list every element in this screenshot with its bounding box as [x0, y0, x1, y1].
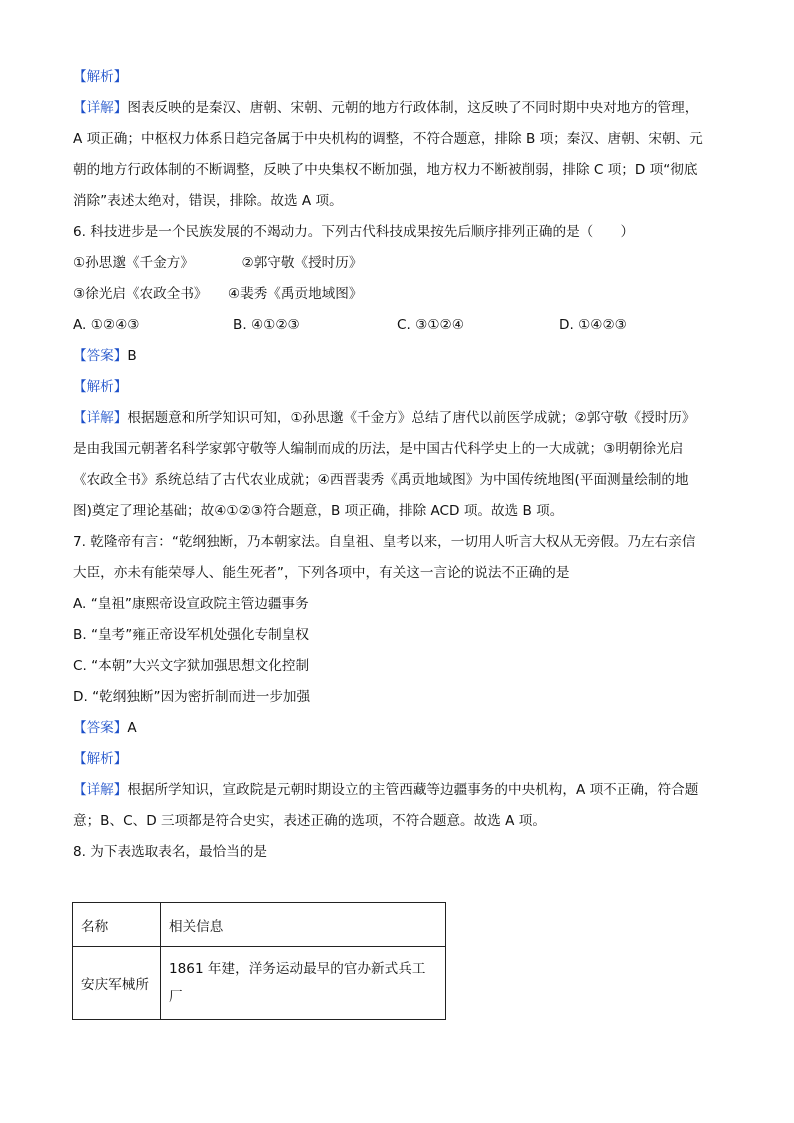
line-text: A 项正确；中枢权力体系日趋完备属于中央机构的调整，不符合题意，排除 B 项；秦汉、唐朝、宋朝、元: [73, 131, 703, 147]
answer-option: A. ①②④③: [73, 317, 140, 333]
text-line: [73, 434, 723, 465]
line-text: D. “乾纲独断”因为密折制而进一步加强: [73, 689, 311, 705]
text-line: [73, 341, 723, 372]
line-text: 8. 为下表选取表名，最恰当的是: [73, 844, 268, 860]
section-tag: 【答案】: [73, 348, 128, 364]
table-header-row: [73, 903, 446, 947]
answer-option: C. ③①②④: [397, 317, 464, 333]
line-text: B: [127, 348, 137, 364]
table-header-info: 相关信息: [161, 903, 446, 947]
line-text: A: [127, 720, 137, 736]
line-text: 图表反映的是秦汉、唐朝、宋朝、元朝的地方行政体制，这反映了不同时期中央对地方的管理，: [127, 100, 699, 116]
section-tag: 【解析】: [73, 379, 128, 395]
text-line: [73, 93, 723, 124]
table-cell-name: 安庆军械所: [73, 947, 161, 1020]
info-table: [72, 902, 446, 1020]
document-body: [73, 62, 723, 868]
line-text: ①孙思邈《千金方》 ②郭守敬《授时历》: [73, 255, 363, 271]
answer-option: D. ①④②③: [559, 317, 627, 333]
section-tag: 【详解】: [73, 782, 128, 798]
line-text: 6. 科技进步是一个民族发展的不竭动力。下列古代科技成果按先后顺序排列正确的是（ ）: [73, 224, 635, 240]
text-line: [73, 217, 723, 248]
line-text: 消除”表述太绝对，错误，排除。故选 A 项。: [73, 193, 343, 209]
text-line: [73, 465, 723, 496]
text-line: [73, 744, 723, 775]
line-text: 7. 乾隆帝有言：“乾纲独断，乃本朝家法。自皇祖、皇考以来，一切用人听言大权从无旁假。乃左右亲信: [73, 534, 696, 550]
text-line: [73, 775, 723, 806]
text-line: [73, 155, 723, 186]
line-text: A. “皇祖”康熙帝设宣政院主管边疆事务: [73, 596, 309, 612]
text-line: [73, 837, 723, 868]
text-line: [73, 651, 723, 682]
line-text: 《农政全书》系统总结了古代农业成就；④西晋裴秀《禹贡地域图》为中国传统地图(平面测量绘制的地: [73, 472, 689, 488]
line-text: 根据所学知识，宣政院是元朝时期设立的主管西藏等边疆事务的中央机构，A 项不正确，符合题: [127, 782, 699, 798]
line-text: ③徐光启《农政全书》 ④裴秀《禹贡地域图》: [73, 286, 363, 302]
line-text: 意；B、C、D 三项都是符合史实，表述正确的选项，不符合题意。故选 A 项。: [73, 813, 546, 829]
table-row: [73, 947, 446, 1020]
text-line: [73, 558, 723, 589]
text-line: [73, 527, 723, 558]
text-line: [73, 403, 723, 434]
section-tag: 【解析】: [73, 751, 128, 767]
answer-option: B. ④①②③: [233, 317, 300, 333]
text-line: [73, 62, 723, 93]
section-tag: 【详解】: [73, 100, 128, 116]
table-cell-info-line: 1861 年建，洋务运动最早的官办新式兵工: [169, 961, 426, 977]
text-line: [73, 806, 723, 837]
section-tag: 【解析】: [73, 69, 128, 85]
text-line: [73, 186, 723, 217]
line-text: B. “皇考”雍正帝设军机处强化专制皇权: [73, 627, 309, 643]
text-line: [73, 124, 723, 155]
table-cell-info-line: 厂: [169, 989, 183, 1005]
text-line: [73, 589, 723, 620]
line-text: 根据题意和所学知识可知，①孙思邈《千金方》总结了唐代以前医学成就；②郭守敬《授时历》: [127, 410, 696, 426]
text-line: [73, 496, 723, 527]
text-line: [73, 248, 723, 279]
line-text: 朝的地方行政体制的不断调整，反映了中央集权不断加强，地方权力不断被削弱，排除 C 项；D 项“彻底: [73, 162, 698, 178]
line-text: C. “本朝”大兴文字狱加强思想文化控制: [73, 658, 310, 674]
section-tag: 【详解】: [73, 410, 128, 426]
text-line: [73, 713, 723, 744]
text-line: [73, 620, 723, 651]
section-tag: 【答案】: [73, 720, 128, 736]
line-text: 是由我国元朝著名科学家郭守敬等人编制而成的历法，是中国古代科学史上的一大成就；③明朝徐光启: [73, 441, 684, 457]
text-line: [73, 372, 723, 403]
text-line: [73, 279, 723, 310]
answer-options: [73, 310, 723, 341]
table-header-name: 名称: [73, 903, 161, 947]
text-line: [73, 682, 723, 713]
line-text: 图)奠定了理论基础；故④①②③符合题意，B 项正确，排除 ACD 项。故选 B 项。: [73, 503, 564, 519]
line-text: 大臣，亦未有能荣辱人、能生死者”，下列各项中，有关这一言论的说法不正确的是: [73, 565, 570, 581]
table-cell-info: [161, 947, 446, 1020]
